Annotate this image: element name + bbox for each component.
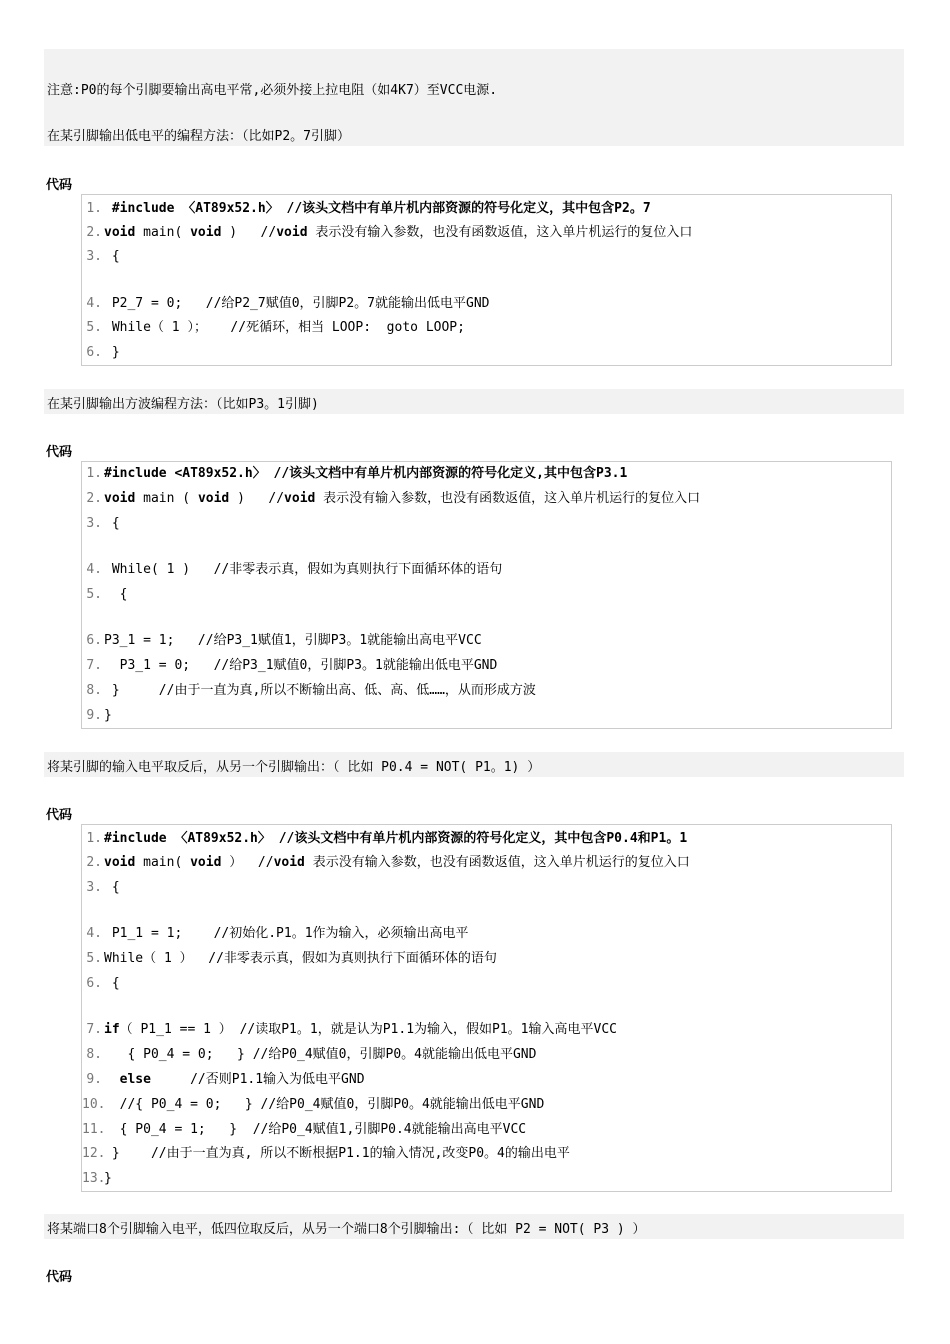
- line-number: 7.: [86, 1022, 102, 1037]
- code-block-1: [81, 194, 892, 366]
- code-line: [82, 585, 891, 605]
- code-block-2: [81, 461, 892, 729]
- code-text: else //否则P1.1输入为低电平GND: [119, 1072, 365, 1087]
- code-line: [82, 1120, 891, 1140]
- intro-line-2: 在某引脚输出低电平的编程方法：（比如P2。7引脚）: [47, 129, 350, 144]
- code-line: [82, 829, 891, 849]
- code-text: void main( void ) //void 表示没有输入参数，也没有函数返值，这入单片机运行的复位入口: [104, 225, 693, 240]
- code-text: {: [104, 880, 120, 895]
- code-text: }: [104, 708, 112, 723]
- line-number: 1.: [86, 466, 102, 481]
- line-number: 2.: [86, 225, 102, 240]
- line-number: 2.: [86, 855, 102, 870]
- line-number: 9.: [86, 708, 102, 723]
- line-number: 8.: [86, 1047, 102, 1062]
- code-label-3: 代码: [46, 808, 73, 823]
- code-label-1: 代码: [46, 178, 73, 193]
- line-number: 4.: [86, 926, 102, 941]
- line-number: 2.: [86, 491, 102, 506]
- code-line: [82, 949, 891, 969]
- code-text: } //由于一直为真,所以不断输出高、低、高、低……，从而形成方波: [104, 683, 536, 698]
- code-text: { P0_4 = 0; } //给P0_4赋值0，引脚P0。4就能输出低电平GND: [104, 1047, 537, 1062]
- code-text: //{ P0_4 = 0; } //给P0_4赋值0，引脚P0。4就能输出低电平GND: [104, 1097, 545, 1112]
- code-line: [82, 656, 891, 676]
- code-text: void main ( void ) //void 表示没有输入参数，也没有函数返值，这入单片机运行的复位入口: [104, 491, 701, 506]
- code-text: While（ 1 ） //非零表示真，假如为真则执行下面循环体的语句: [104, 951, 497, 966]
- code-label-4: 代码: [46, 1270, 73, 1285]
- code-line: [82, 199, 891, 219]
- code-text: { P0_4 = 1; } //给P0_4赋值1,引脚P0.4就能输出高电平VCC: [104, 1122, 527, 1137]
- line-number: 4.: [86, 562, 102, 577]
- code-text: #include 〈AT89x52.h〉 //该头文档中有单片机内部资源的符号化定义，其中包含P2。7: [104, 201, 651, 216]
- code-label-2: 代码: [46, 445, 73, 460]
- code-line: [82, 294, 891, 314]
- intro-line-1: 注意:P0的每个引脚要输出高电平常,必须外接上拉电阻（如4K7）至VCC电源.: [47, 83, 498, 98]
- code-line: [82, 631, 891, 651]
- code-line: [82, 318, 891, 338]
- code-text: P3_1 = 1; //给P3_1赋值1，引脚P3。1就能输出高电平VCC: [104, 633, 482, 648]
- section-4-paragraph: [44, 1214, 904, 1239]
- code-line: [82, 974, 891, 994]
- line-number: 6.: [86, 976, 102, 991]
- code-line: [82, 343, 891, 363]
- code-block-3: [81, 824, 892, 1192]
- code-text: }: [104, 345, 120, 360]
- line-number: 3.: [86, 249, 102, 264]
- code-line: [82, 560, 891, 580]
- line-number: 7.: [86, 658, 102, 673]
- code-line: [82, 706, 891, 726]
- code-text: P2_7 = 0; //给P2_7赋值0，引脚P2。7就能输出低电平GND: [104, 296, 490, 311]
- code-text: void main( void ） //void 表示没有输入参数，也没有函数返值，这入单片机运行的复位入口: [104, 855, 690, 870]
- code-line: [82, 681, 891, 701]
- code-text: {: [104, 249, 120, 264]
- line-number: 4.: [86, 296, 102, 311]
- section-2-paragraph: [44, 389, 904, 414]
- code-line: [82, 1045, 891, 1065]
- code-text: While( 1 ) //非零表示真，假如为真则执行下面循环体的语句: [104, 562, 503, 577]
- code-text: {: [104, 516, 120, 531]
- line-number: 3.: [86, 880, 102, 895]
- code-line: [82, 223, 891, 243]
- line-number: 9.: [86, 1072, 102, 1087]
- code-text: #include 〈AT89x52.h〉 //该头文档中有单片机内部资源的符号化定义，其中包含P0.4和P1。1: [104, 831, 688, 846]
- line-number: 6.: [86, 345, 102, 360]
- code-line: [82, 1144, 891, 1164]
- section-3-paragraph: [44, 752, 904, 777]
- line-number: 8.: [86, 683, 102, 698]
- line-number: 13.: [82, 1171, 106, 1186]
- intro-paragraph: [44, 49, 904, 146]
- line-number: 5.: [86, 951, 102, 966]
- line-number: 1.: [86, 201, 102, 216]
- line-number: 10.: [82, 1097, 106, 1112]
- code-text: if（ P1_1 == 1 ） //读取P1。1，就是认为P1.1为输入，假如P1。1输入高电平VCC: [104, 1022, 617, 1037]
- code-line: [82, 1095, 891, 1115]
- code-text: } //由于一直为真, 所以不断根据P1.1的输入情况,改变P0。4的输出电平: [104, 1146, 570, 1161]
- code-text: While（ 1 ）； //死循环，相当 LOOP: goto LOOP;: [104, 320, 465, 335]
- code-text: #include <AT89x52.h〉 //该头文档中有单片机内部资源的符号化定义,其中包含P3.1: [104, 466, 628, 481]
- code-line: [82, 489, 891, 509]
- code-line: [82, 247, 891, 267]
- code-line: [82, 878, 891, 898]
- code-line: [82, 1070, 891, 1090]
- code-line: [82, 1169, 891, 1189]
- line-number: 5.: [86, 320, 102, 335]
- section-4-text: 将某端口8个引脚输入电平，低四位取反后，从另一个端口8个引脚输出:（ 比如 P2 = NOT( P3 ) ）: [47, 1222, 646, 1237]
- code-text: {: [104, 976, 120, 991]
- code-text: P1_1 = 1; //初始化.P1。1作为输入，必须输出高电平: [104, 926, 469, 941]
- code-line: [82, 853, 891, 873]
- code-text: {: [104, 587, 128, 602]
- line-number: 3.: [86, 516, 102, 531]
- code-line: [82, 514, 891, 534]
- code-line: [82, 1020, 891, 1040]
- code-text: P3_1 = 0; //给P3_1赋值0，引脚P3。1就能输出低电平GND: [104, 658, 498, 673]
- section-3-text: 将某引脚的输入电平取反后，从另一个引脚输出：（ 比如 P0.4 = NOT( P1。1) ）: [47, 760, 541, 775]
- line-number: 5.: [86, 587, 102, 602]
- code-line: [82, 924, 891, 944]
- section-2-text: 在某引脚输出方波编程方法：（比如P3。1引脚): [47, 397, 319, 412]
- line-number: 12.: [82, 1146, 106, 1161]
- code-line: [82, 464, 891, 484]
- code-text: }: [104, 1171, 112, 1186]
- line-number: 1.: [86, 831, 102, 846]
- line-number: 11.: [82, 1122, 106, 1137]
- line-number: 6.: [86, 633, 102, 648]
